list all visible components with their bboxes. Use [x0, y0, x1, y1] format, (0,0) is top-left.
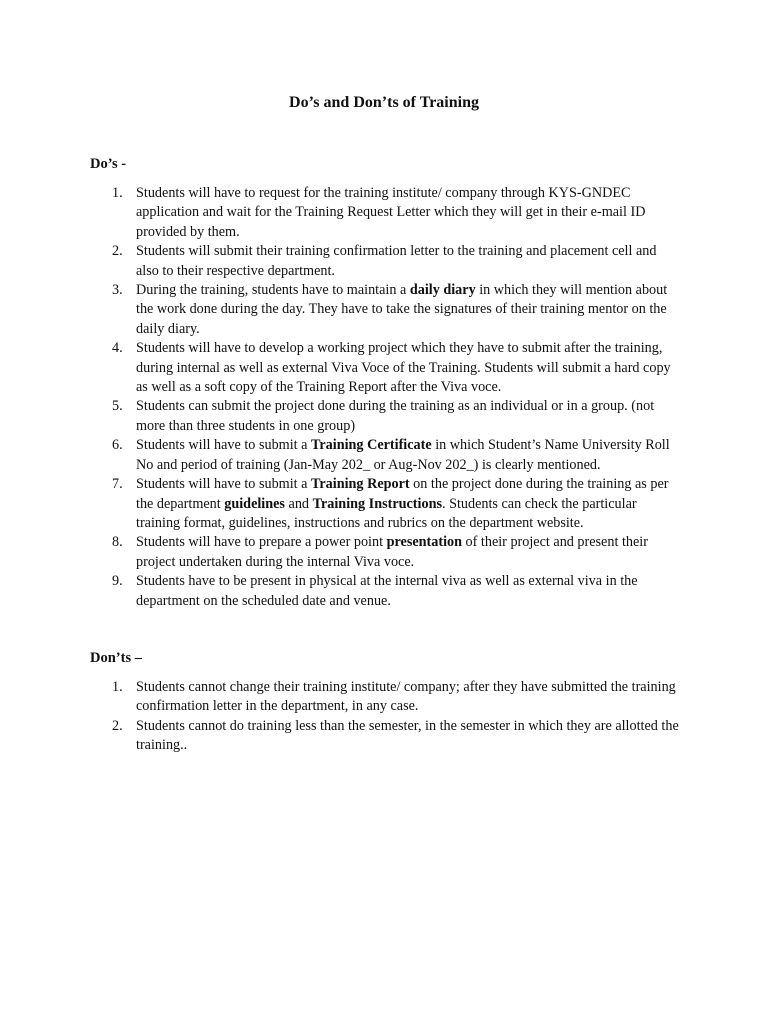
list-item-number: 2. [112, 717, 123, 734]
list-item-text: of their project and present their project undertaken during the internal Viva voce. [136, 534, 648, 570]
list-item-text: on the project done during the training as per the department [136, 476, 669, 512]
list-item [0, 572, 681, 611]
list-item-text: Students will have to submit a [136, 437, 311, 454]
list-item-text: in which they will mention about the work done during the day. They have to take the signatures of their training mentor on the daily diary. [136, 282, 668, 337]
list-item [0, 436, 681, 475]
list-item-number: 4. [112, 340, 123, 357]
list-item-text: During the training, students have to maintain a [136, 282, 410, 299]
list-item-text: Students will submit their training confirmation letter to the training and placement cell and also to their respective department. [136, 243, 657, 279]
list-item-number: 2. [112, 243, 123, 260]
emphasized-text: daily diary [409, 282, 476, 299]
dos-list [0, 184, 768, 611]
emphasized-text: Training Report [310, 476, 410, 493]
list-item-number: 8. [112, 534, 123, 551]
list-item [0, 475, 681, 533]
list-item [0, 717, 681, 756]
list-item [0, 339, 681, 397]
emphasized-text: Training Certificate [310, 437, 432, 454]
list-item-text: Students have to be present in physical at the internal viva as well as external viva in the department on the scheduled date and venue. [136, 573, 638, 609]
list-item-text: Students cannot do training less than the semester, in the semester in which they are allotted the training.. [136, 717, 679, 754]
emphasized-text: Training Instructions [312, 495, 442, 512]
list-item [0, 678, 681, 717]
donts-list [0, 678, 768, 756]
list-item-text: Students cannot change their training institute/ company; after they have submitted the training confirmation letter in the department, in any case. [136, 679, 676, 715]
list-item [0, 281, 681, 339]
document-title: Do’s and Don’ts of Training [289, 94, 479, 111]
list-item-text: and [284, 495, 313, 512]
list-item-number: 3. [112, 282, 123, 299]
list-item-number: 7. [112, 476, 123, 493]
list-item-number: 6. [112, 437, 123, 454]
list-item-number: 1. [112, 679, 123, 695]
list-item-number: 5. [112, 398, 123, 415]
list-item-text: in which Student’s Name University Roll No and period of training (Jan-May 202_ or Aug-Nov 202_) is clearly mentioned. [136, 437, 670, 473]
list-item-text: Students can submit the project done during the training as an individual or in a group. (not more than three students in one group) [136, 398, 655, 434]
dos-heading: Do’s - [90, 156, 127, 172]
list-item [0, 242, 681, 281]
list-item [0, 533, 681, 572]
list-item-number: 1. [112, 185, 123, 201]
list-item-text: . Students can check the particular training format, guidelines, instructions and rubrics on the department website. [136, 495, 637, 531]
list-item-text: Students will have to develop a working project which they have to submit after the training, during internal as well as external Viva Voce of the Training. Students will submit a hard copy as well as a soft copy of the Training Report after the Viva voce. [136, 340, 671, 396]
emphasized-text: presentation [386, 534, 462, 551]
list-item-text: Students will have to submit a [136, 476, 311, 493]
donts-heading: Don’ts – [90, 650, 142, 666]
list-item-text: Students will have to prepare a power point [136, 534, 387, 551]
list-item [0, 184, 681, 242]
list-item-number: 9. [112, 573, 123, 590]
list-item [0, 397, 681, 436]
list-item-text: Students will have to request for the training institute/ company through KYS-GNDEC application and wait for the Training Request Letter which they will get in their e-mail ID provided by them. [136, 185, 646, 240]
emphasized-text: guidelines [224, 495, 285, 512]
